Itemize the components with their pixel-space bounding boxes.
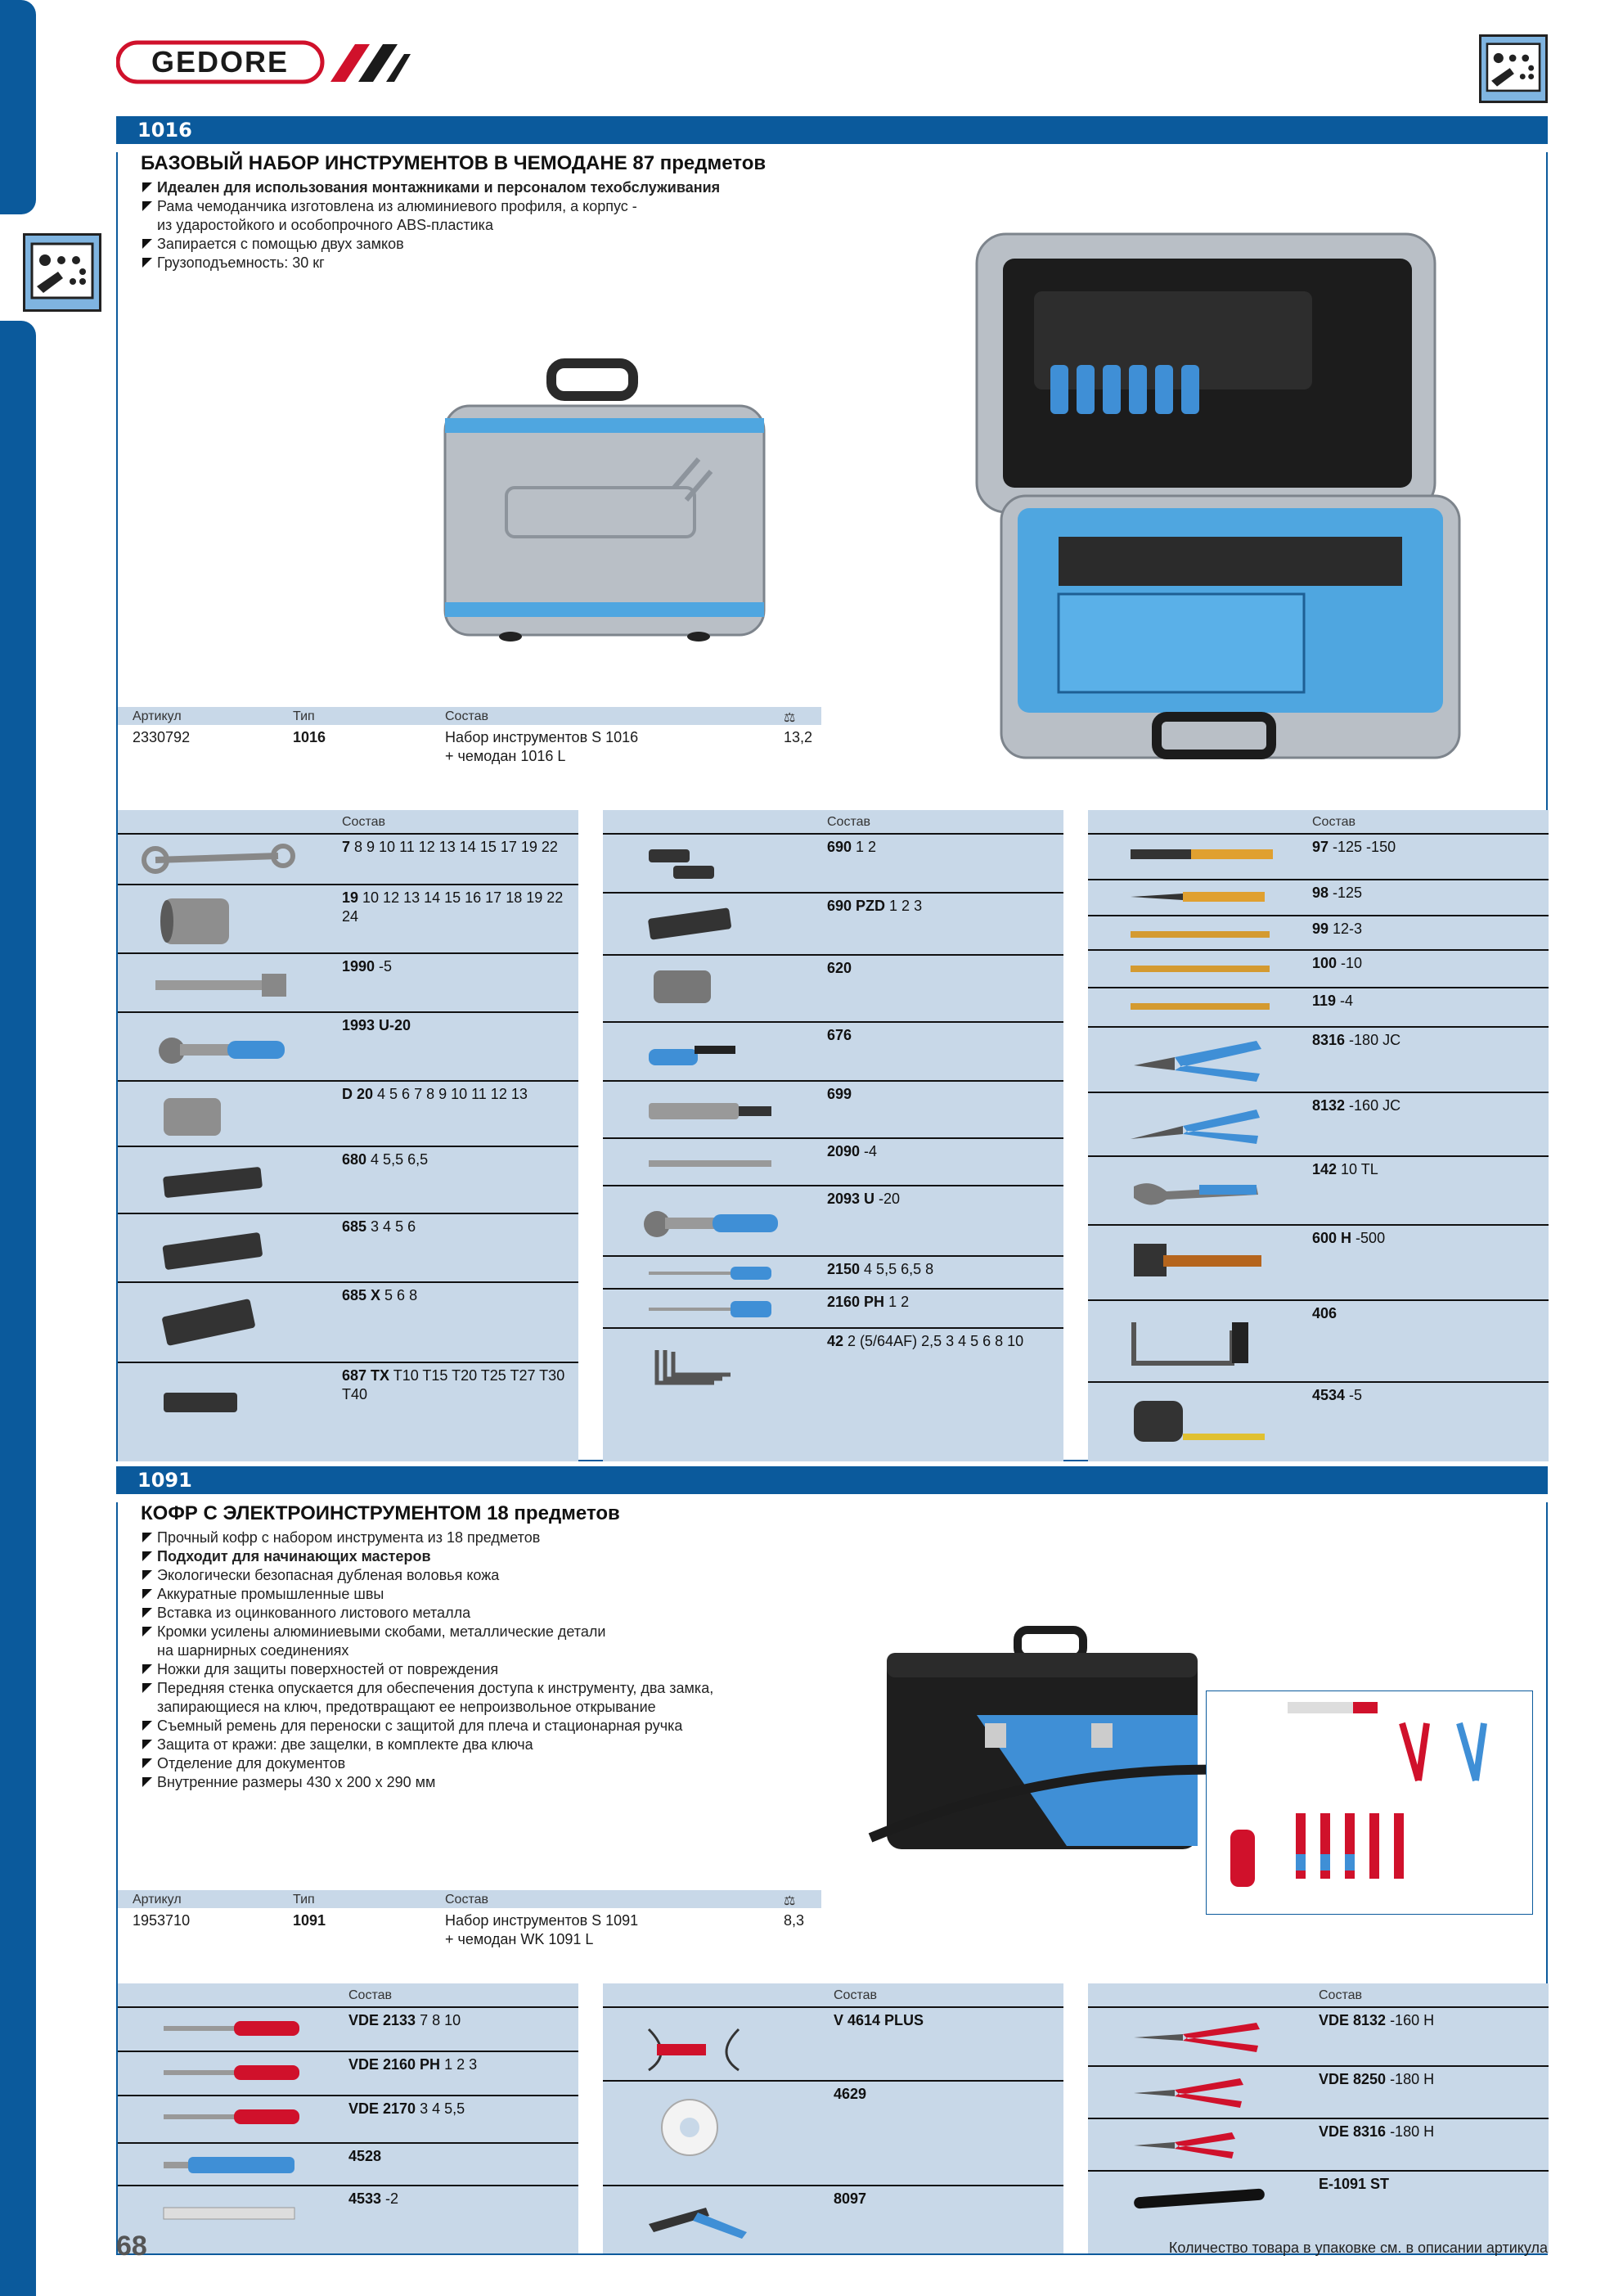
composition-row: 19 10 12 13 14 15 16 17 18 19 22 24: [118, 884, 578, 952]
weight-icon: ⚖: [784, 1894, 796, 1908]
composition-row: VDE 2170 3 4 5,5: [118, 2095, 578, 2142]
composition-header: Состав: [827, 815, 870, 829]
composition-value: Набор инструментов S 1016 + чемодан 1016 L: [445, 729, 639, 764]
composition-row: 100 -10: [1088, 949, 1549, 987]
feature-item: Внутренние размеры 430 x 200 x 290 мм: [141, 1773, 1546, 1792]
composition-row: 119 -4: [1088, 987, 1549, 1026]
closed-case-image: [429, 357, 780, 651]
composition-row: 1993 U-20: [118, 1011, 578, 1080]
composition-row: 2093 U -20: [603, 1185, 1063, 1255]
composition-row: 4629: [603, 2080, 1063, 2185]
composition-row: 7 8 9 10 11 12 13 14 15 17 19 22: [118, 833, 578, 884]
composition-row: 98 -125: [1088, 879, 1549, 915]
set-contents-image: [1206, 1690, 1533, 1915]
composition-grid: [118, 1983, 1549, 2253]
composition-value: Набор инструментов S 1091 + чемодан WK 1091 L: [445, 1912, 639, 1947]
composition-row: 680 4 5,5 6,5: [118, 1146, 578, 1213]
composition-row: 2160 PH 1 2: [603, 1288, 1063, 1327]
type-value: 1091: [293, 1912, 326, 1929]
composition-row: VDE 8316 -180 H: [1088, 2118, 1549, 2170]
header-composition: Состав: [445, 1893, 488, 1907]
composition-row: 142 10 TL: [1088, 1155, 1549, 1224]
composition-row: 1990 -5: [118, 952, 578, 1011]
section-1016: [116, 116, 1548, 1461]
header-article: Артикул: [133, 1893, 182, 1907]
composition-row: 4533 -2: [118, 2185, 578, 2252]
composition-row: 687 TX T10 T15 T20 T25 T27 T30 T40: [118, 1362, 578, 1460]
composition-header: Состав: [1319, 1988, 1362, 2002]
composition-row: 406: [1088, 1299, 1549, 1381]
page-number: 68: [116, 2231, 147, 2262]
composition-row: 690 1 2: [603, 833, 1063, 892]
header-composition: Состав: [445, 709, 488, 723]
composition-row: VDE 8132 -160 H: [1088, 2006, 1549, 2065]
section-code: 1016: [116, 116, 1548, 144]
feature-item: Вставка из оцинкованного листового металла: [141, 1604, 1546, 1623]
composition-row: VDE 2160 PH 1 2 3: [118, 2051, 578, 2095]
composition-row: 620: [603, 954, 1063, 1021]
article-number: 1953710: [133, 1912, 191, 1929]
composition-column-2: [603, 1983, 1063, 2253]
composition-row: 685 3 4 5 6: [118, 1213, 578, 1281]
toolset-icon: [23, 233, 101, 312]
composition-row: E-1091 ST: [1088, 2170, 1549, 2253]
feature-item: Запирается с помощью двух замков: [141, 235, 1546, 254]
composition-header: Состав: [1312, 815, 1355, 829]
composition-row: 699: [603, 1080, 1063, 1137]
type-value: 1016: [293, 729, 326, 745]
composition-row: 4534 -5: [1088, 1381, 1549, 1448]
composition-row: 2090 -4: [603, 1137, 1063, 1185]
composition-row: 2150 4 5,5 6,5 8: [603, 1255, 1063, 1288]
composition-row: 685 X 5 6 8: [118, 1281, 578, 1362]
feature-item: Передняя стенка опускается для обеспечения доступа к инструменту, два замка, запирающиеся на ключ, предотвращают ее непроизвольное открывание: [141, 1679, 1546, 1717]
composition-row: 690 PZD 1 2 3: [603, 892, 1063, 954]
feature-item: Аккуратные промышленные швы: [141, 1585, 1546, 1604]
header-type: Тип: [293, 1893, 315, 1907]
composition-column-3: [1088, 1983, 1549, 2253]
composition-row: 97 -125 -150: [1088, 833, 1549, 879]
logo-text: GEDORE: [151, 45, 290, 79]
composition-row: 8316 -180 JC: [1088, 1026, 1549, 1092]
weight-value: 13,2: [784, 729, 813, 745]
weight-value: 8,3: [784, 1912, 805, 1929]
composition-header: Состав: [342, 815, 385, 829]
article-number: 2330792: [133, 729, 191, 745]
article-table-row: [118, 725, 821, 764]
feature-item: Грузоподъемность: 30 кг: [141, 254, 1546, 272]
article-table-header: [118, 1890, 821, 1908]
weight-icon: ⚖: [784, 711, 796, 725]
product-title: КОФР С ЭЛЕКТРОИНСТРУМЕНТОМ 18 предметов: [141, 1502, 620, 1524]
composition-header: Состав: [834, 1988, 877, 2002]
feature-item: Идеален для использования монтажниками и персоналом техобслуживания: [141, 178, 1546, 197]
composition-row: D 20 4 5 6 7 8 9 10 11 12 13: [118, 1080, 578, 1146]
composition-column-1: [118, 810, 578, 1461]
composition-row: V 4614 PLUS: [603, 2006, 1063, 2080]
composition-row: 8097: [603, 2185, 1063, 2252]
side-tab-bottom: [0, 321, 36, 2296]
header-article: Артикул: [133, 709, 182, 723]
composition-row: 600 H -500: [1088, 1224, 1549, 1299]
composition-row: 676: [603, 1021, 1063, 1080]
feature-item: Рама чемоданчика изготовлена из алюминиевого профиля, а корпус - из ударостойкого и особопрочного ABS-пластика: [141, 197, 1546, 235]
composition-row: 4528: [118, 2142, 578, 2185]
article-table: [118, 707, 821, 764]
footer-note: Количество товара в упаковке см. в описании артикула: [1168, 2240, 1548, 2256]
open-case-image: [969, 226, 1476, 774]
gedore-logo: [116, 39, 412, 85]
composition-column-3: [1088, 810, 1549, 1461]
feature-item: Ножки для защиты поверхностей от повреждения: [141, 1660, 1546, 1679]
feature-item: Экологически безопасная дубленая воловья кожа: [141, 1566, 1546, 1585]
composition-header: Состав: [348, 1988, 392, 2002]
feature-item: Кромки усилены алюминиевыми скобами, металлические детали на шарнирных соединениях: [141, 1623, 1546, 1660]
article-table: [118, 1890, 821, 1947]
composition-row: 42 2 (5/64AF) 2,5 3 4 5 6 8 10: [603, 1327, 1063, 1417]
feature-item: Отделение для документов: [141, 1754, 1546, 1773]
article-table-header: [118, 707, 821, 725]
feature-item: Защита от кражи: две защелки, в комплекте два ключа: [141, 1736, 1546, 1754]
composition-column-2: [603, 810, 1063, 1461]
toolset-icon-corner: [1479, 34, 1548, 103]
composition-column-1: [118, 1983, 578, 2253]
feature-item: Съемный ремень для переноски с защитой для плеча и стационарная ручка: [141, 1717, 1546, 1736]
composition-row: VDE 8250 -180 H: [1088, 2065, 1549, 2118]
feature-item: Подходит для начинающих мастеров: [141, 1547, 1546, 1566]
composition-row: VDE 2133 7 8 10: [118, 2006, 578, 2051]
product-title: БАЗОВЫЙ НАБОР ИНСТРУМЕНТОВ В ЧЕМОДАНЕ 87 предметов: [141, 152, 767, 174]
section-code: 1091: [116, 1466, 1548, 1494]
composition-grid: [118, 810, 1549, 1461]
header-type: Тип: [293, 709, 315, 723]
composition-row: 99 12-3: [1088, 915, 1549, 949]
side-tab-top: [0, 0, 36, 214]
composition-row: 8132 -160 JC: [1088, 1092, 1549, 1155]
feature-item: Прочный кофр с набором инструмента из 18 предметов: [141, 1528, 1546, 1547]
article-table-row: [118, 1908, 821, 1947]
section-1091: [116, 1466, 1548, 2255]
